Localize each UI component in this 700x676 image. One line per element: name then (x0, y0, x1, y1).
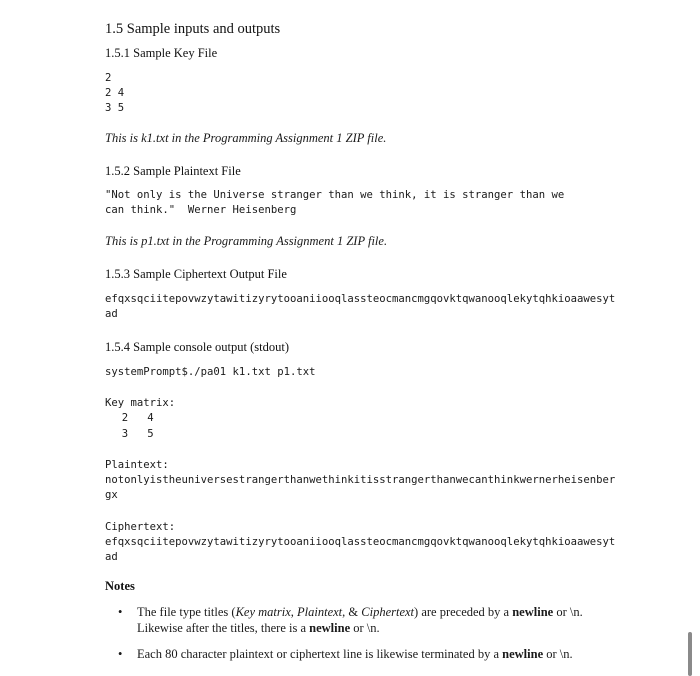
plaintext-file-caption: This is p1.txt in the Programming Assignment 1 ZIP file. (105, 234, 388, 248)
bullet-1-line-1: The file type titles (Key matrix, Plaintext, & Ciphertext) are preceded by a newline or \n. (137, 605, 583, 619)
bullet-dot: • (118, 605, 123, 619)
key-file-line-3: 3 5 (105, 102, 125, 114)
console-command: systemPrompt$./pa01 k1.txt p1.txt (105, 366, 316, 378)
key-matrix-row-2: 3 5 (109, 428, 154, 440)
ciphertext-line-1: efqxsqciitepovwzytawitizyrytooaniiooqlassteocmancmgqovktqwanooqlekytqhkioaawesyt (105, 536, 616, 548)
plaintext-file-line-1: "Not only is the Universe stranger than we think, it is stranger than we (105, 189, 565, 201)
key-file-line-2: 2 4 (105, 87, 125, 99)
vertical-scrollbar[interactable] (688, 632, 692, 676)
plaintext-label: Plaintext: (105, 459, 169, 471)
notes-bullet-1 (118, 604, 608, 636)
ciphertext-file-line-1: efqxsqciitepovwzytawitizyrytooaniiooqlassteocmancmgqovktqwanooqlekytqhkioaawesyt (105, 293, 616, 305)
key-matrix-row-1: 2 4 (109, 412, 154, 424)
ciphertext-file-heading: 1.5.3 Sample Ciphertext Output File (105, 267, 287, 281)
section-title: 1.5 Sample inputs and outputs (105, 21, 281, 37)
key-matrix-label: Key matrix: (105, 397, 176, 409)
key-file-line-1: 2 (105, 72, 112, 84)
key-file-heading: 1.5.1 Sample Key File (105, 46, 218, 60)
plaintext-file-heading: 1.5.2 Sample Plaintext File (105, 164, 241, 178)
console-heading: 1.5.4 Sample console output (stdout) (105, 340, 290, 354)
plaintext-file-line-2: can think." Werner Heisenberg (105, 204, 297, 216)
plaintext-line-1: notonlyistheuniversestrangerthanwethinkitisstrangerthanwecanthinkwernerheisenber (105, 474, 616, 486)
ciphertext-line-2: ad (105, 551, 118, 563)
ciphertext-file-line-2: ad (105, 308, 118, 320)
notes-bullet-2 (118, 646, 608, 662)
key-file-caption: This is k1.txt in the Programming Assignment 1 ZIP file. (105, 131, 387, 145)
notes-title: Notes (105, 579, 135, 593)
ciphertext-label: Ciphertext: (105, 521, 176, 533)
plaintext-line-2: gx (105, 489, 118, 501)
bullet-1-line-2: Likewise after the titles, there is a newline or \n. (137, 621, 380, 635)
bullet-2-line-1: Each 80 character plaintext or ciphertext line is likewise terminated by a newline or \n. (137, 647, 573, 661)
bullet-dot: • (118, 647, 123, 661)
